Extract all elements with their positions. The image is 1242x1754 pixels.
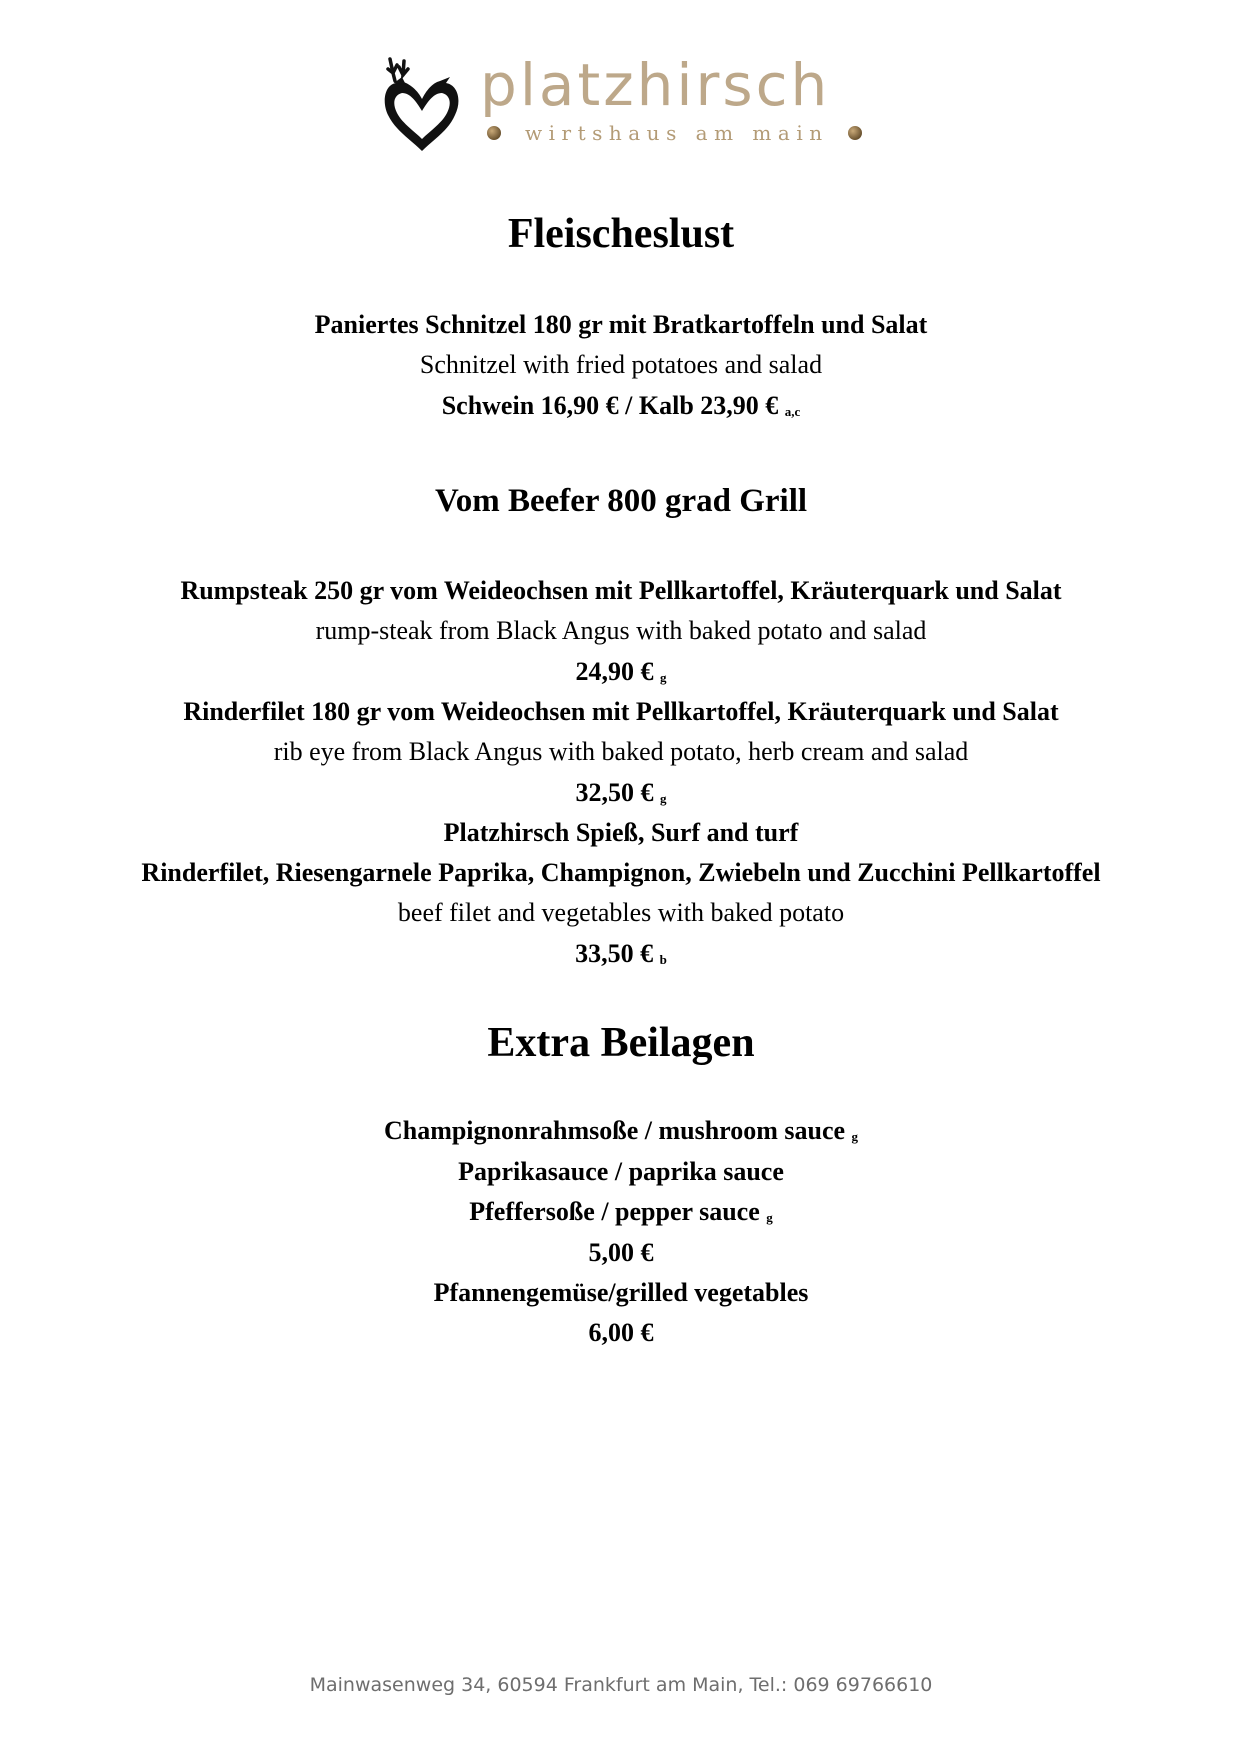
extra-name: Champignonrahmsoße / mushroom sauce xyxy=(383,1116,846,1145)
dish-ingredients-spiess: Rinderfilet, Riesengarnele Paprika, Champignon, Zwiebeln und Zucchini Pellkartoffel xyxy=(141,858,1101,887)
extra-paprika-sauce: Paprikasauce / paprika sauce xyxy=(458,1157,784,1186)
allergen-code: a,c xyxy=(784,404,801,419)
extra-mushroom-sauce xyxy=(0,1116,1242,1146)
extra-name: Pfeffersoße / pepper sauce xyxy=(469,1197,760,1226)
dish-name-rumpsteak: Rumpsteak 250 gr vom Weideochsen mit Pellkartoffel, Kräuterquark und Salat xyxy=(180,576,1062,605)
dish-price-spiess xyxy=(0,939,1242,969)
dish-description-spiess: beef filet and vegetables with baked potato xyxy=(397,898,845,927)
brand-tagline: wirtshaus am main xyxy=(525,121,829,145)
allergen-code: g xyxy=(766,1210,773,1225)
dish-name-spiess: Platzhirsch Spieß, Surf and turf xyxy=(443,818,799,847)
extra-vegetables: Pfannengemüse/grilled vegetables xyxy=(433,1278,809,1307)
dish-name-rinderfilet: Rinderfilet 180 gr vom Weideochsen mit Pellkartoffel, Kräuterquark und Salat xyxy=(183,697,1059,726)
brand-name: platzhirsch xyxy=(480,51,831,119)
price-text: 24,90 € xyxy=(575,657,654,686)
allergen-code: g xyxy=(851,1129,859,1144)
ornament-dot-right xyxy=(848,126,862,140)
section-title-extras: Extra Beilagen xyxy=(487,1020,755,1066)
deer-heart-icon xyxy=(380,55,462,155)
dish-description-rinderfilet: rib eye from Black Angus with baked potato, herb cream and salad xyxy=(273,737,969,766)
restaurant-logo xyxy=(380,51,880,155)
dish-price-rumpsteak xyxy=(0,657,1242,687)
dish-description-schnitzel: Schnitzel with fried potatoes and salad xyxy=(419,350,823,379)
dish-name-schnitzel: Paniertes Schnitzel 180 gr mit Bratkartoffeln und Salat xyxy=(314,310,928,339)
section-title-fleischeslust: Fleischeslust xyxy=(507,211,735,257)
price-text: 33,50 € xyxy=(575,939,654,968)
footer-address: Mainwasenweg 34, 60594 Frankfurt am Main, Tel.: 069 69766610 xyxy=(309,1674,933,1696)
section-title-grill: Vom Beefer 800 grad Grill xyxy=(434,483,808,519)
allergen-code: g xyxy=(660,670,667,685)
sauce-price: 5,00 € xyxy=(588,1238,654,1267)
ornament-dot-left xyxy=(487,126,501,140)
dish-price-rinderfilet xyxy=(0,778,1242,808)
allergen-code: b xyxy=(659,952,667,967)
allergen-code: g xyxy=(660,791,667,806)
price-text: 32,50 € xyxy=(575,778,654,807)
price-text: Schwein 16,90 € / Kalb 23,90 € xyxy=(441,391,779,420)
dish-price-schnitzel xyxy=(0,391,1242,421)
dish-description-rumpsteak: rump-steak from Black Angus with baked potato and salad xyxy=(315,616,927,645)
extra-pepper-sauce xyxy=(0,1197,1242,1227)
vegetables-price: 6,00 € xyxy=(588,1318,654,1347)
